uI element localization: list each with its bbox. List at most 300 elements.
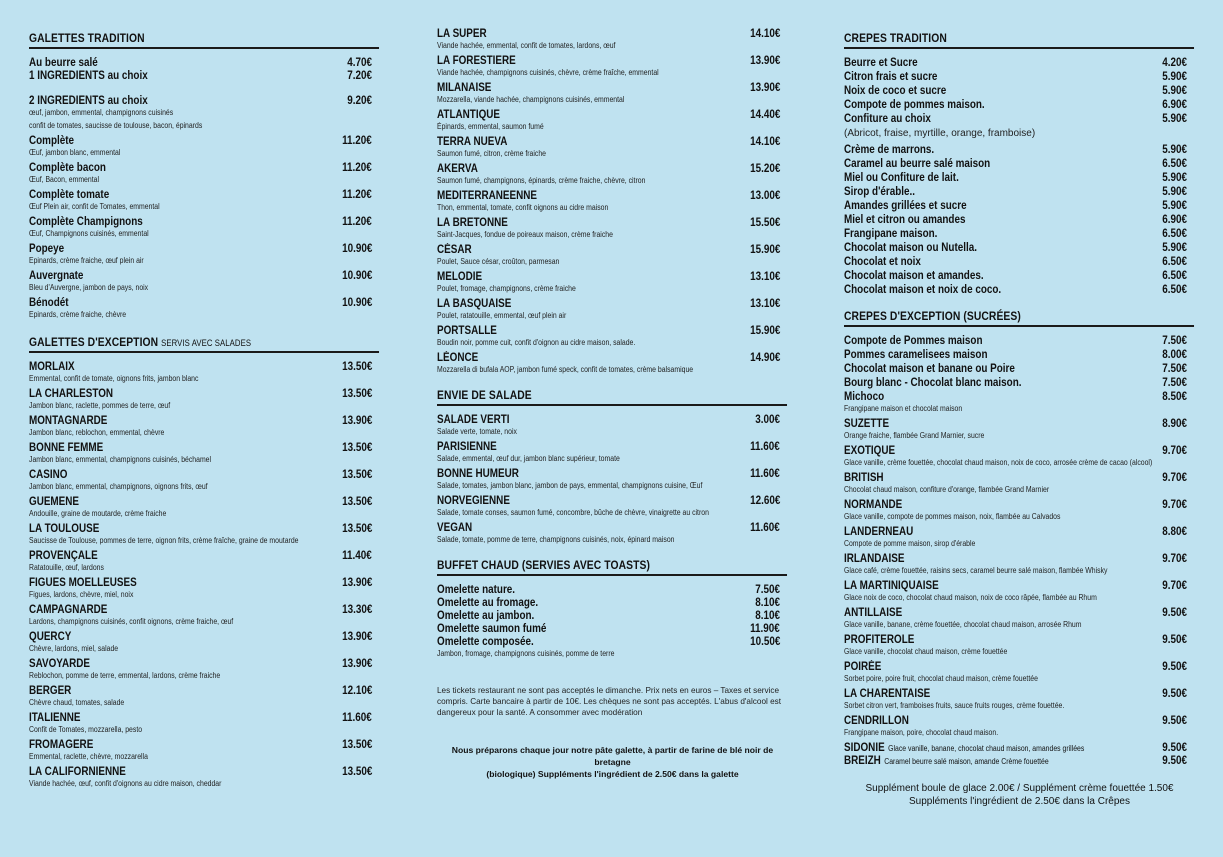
menu-item: [29, 766, 380, 789]
menu-item: [437, 597, 788, 610]
column-right: [844, 28, 1195, 808]
item-name: Omelette nature.: [437, 584, 516, 596]
item-name: CÉSAR: [437, 244, 472, 256]
item-desc: Sorbet citron vert, framboises fruits, sauce fruits rouges, crème fouettée.: [844, 701, 1065, 710]
menu-item: [437, 584, 788, 597]
item-name: Compote de Pommes maison: [844, 335, 983, 347]
item-name: NORMANDE: [844, 499, 903, 511]
item-desc: Poulet, fromage, champignons, crème fraiche: [437, 284, 576, 293]
galette-footer: [437, 744, 788, 780]
item-name: Beurre et Sucre: [844, 57, 918, 69]
item-price: 4.70€: [347, 57, 373, 69]
item-price: 15.20€: [749, 163, 781, 175]
item-desc: Orange fraiche, flambée Grand Marnier, sucre: [844, 431, 985, 440]
menu-item: [844, 99, 1195, 112]
item-price: 14.90€: [749, 352, 781, 364]
item-price: 9.50€: [1162, 661, 1188, 673]
item-name: CAMPAGNARDE: [29, 604, 108, 616]
item-desc: Confit de Tomates, mozzarella, pesto: [29, 725, 143, 734]
item-price: 13.90€: [341, 415, 373, 427]
menu-item: [437, 163, 788, 186]
item-desc: Epinards, crème fraiche, chèvre: [29, 310, 127, 319]
menu-item: [844, 418, 1195, 441]
menu-item: [844, 391, 1195, 414]
item-desc: Œuf, Champignons cuisinés, emmental: [29, 229, 149, 238]
menu-item: [29, 496, 380, 519]
item-price: 9.50€: [1162, 607, 1188, 619]
item-price: 5.90€: [1162, 172, 1188, 184]
column-middle: [437, 28, 788, 780]
item-price: 10.90€: [341, 243, 373, 255]
item-name: Crème de marrons.: [844, 144, 935, 156]
item-name: Bénodét: [29, 297, 69, 309]
item-price: 11.20€: [342, 216, 373, 228]
menu-item: [437, 636, 788, 649]
item-price: 13.90€: [749, 82, 781, 94]
item-name: Omelette au jambon.: [437, 610, 535, 622]
menu-item: [844, 607, 1195, 630]
item-desc: Viande hachée, œuf, confit d'oignons au cidre maison, cheddar: [29, 779, 222, 788]
item-name: PROVENÇALE: [29, 550, 98, 562]
item-name: Frangipane maison.: [844, 228, 938, 240]
item-price: 10.90€: [341, 297, 373, 309]
section-title-buffet: BUFFET CHAUD (SERVIES AVEC TOASTS): [437, 555, 787, 576]
item-name: NORVEGIENNE: [437, 495, 510, 507]
item-desc: Emmental, confit de tomate, oignons frits, jambon blanc: [29, 374, 199, 383]
item-price: 8.10€: [755, 610, 781, 622]
item-name: Chocolat maison et noix de coco.: [844, 284, 1002, 296]
item-desc: Compote de pomme maison, sirop d'érable: [844, 539, 976, 548]
menu-item: [437, 82, 788, 105]
item-desc: Reblochon, pomme de terre, emmental, lardons, crème fraiche: [29, 671, 221, 680]
item-name: LA BRETONNE: [437, 217, 508, 229]
menu-item: [29, 469, 380, 492]
menu-item: [844, 256, 1195, 269]
item-desc: Salade, tomate, pomme de terre, champignons cuisinés, noix, épinard maison: [437, 535, 675, 544]
item-desc: Emmental, raclette, chèvre, mozzarella: [29, 752, 148, 761]
item-desc: Thon, emmental, tomate, confit oignons au cidre maison: [437, 203, 609, 212]
item-price: 6.50€: [1162, 270, 1188, 282]
item-desc: Glace vanille, banane, crème fouettée, chocolat chaud maison, arrosée Rhum: [844, 620, 1082, 629]
item-name: BRITISH: [844, 472, 884, 484]
item-name: Omelette saumon fumé: [437, 623, 547, 635]
item-name-group: [844, 755, 1049, 768]
menu-item: [844, 499, 1195, 522]
item-name: LANDERNEAU: [844, 526, 914, 538]
item-desc: Mozzarella di bufala AOP, jambon fumé speck, confit de tomates, crème balsamique: [437, 365, 694, 374]
item-desc: Poulet, ratatouille, emmental, œuf plein air: [437, 311, 567, 320]
menu-item: [437, 610, 788, 623]
item-price: 11.60€: [342, 712, 373, 724]
column-left: [29, 28, 380, 793]
item-name: Complète tomate: [29, 189, 110, 201]
item-name: Complète Champignons: [29, 216, 143, 228]
item-price: 11.60€: [750, 441, 781, 453]
menu-item: [29, 95, 380, 131]
item-name: SAVOYARDE: [29, 658, 91, 670]
menu-item: [29, 604, 380, 627]
item-price: 3.00€: [755, 414, 781, 426]
item-price: 11.60€: [750, 522, 781, 534]
menu-item: [437, 136, 788, 159]
menu-item: [844, 186, 1195, 199]
item-name: PROFITEROLE: [844, 634, 915, 646]
menu-item: [29, 712, 380, 735]
menu-item: [844, 377, 1195, 390]
menu-item: [844, 445, 1195, 468]
item-price: 14.10€: [749, 28, 781, 40]
item-price: 13.50€: [341, 766, 373, 778]
menu-item: [844, 144, 1195, 157]
item-name: IRLANDAISE: [844, 553, 905, 565]
item-price: 7.50€: [1162, 363, 1188, 375]
item-name: ATLANTIQUE: [437, 109, 501, 121]
item-price: 4.20€: [1162, 57, 1188, 69]
item-price: 7.50€: [755, 584, 781, 596]
item-price: 8.50€: [1162, 391, 1188, 403]
item-price: 15.90€: [749, 244, 781, 256]
crepe-supplements: [844, 782, 1195, 808]
item-price: 13.90€: [749, 55, 781, 67]
menu-item: [29, 57, 380, 70]
item-desc: Frangipane maison, poire, chocolat chaud maison.: [844, 728, 999, 737]
item-name: LA CHARLESTON: [29, 388, 114, 400]
item-price: 13.10€: [749, 271, 781, 283]
item-price: 12.60€: [749, 495, 781, 507]
item-name: 1 INGREDIENTS au choix: [29, 70, 148, 82]
item-price: 6.90€: [1162, 214, 1188, 226]
supplement-line: Supplément boule de glace 2.00€ / Supplément crème fouettée 1.50€: [865, 783, 1174, 794]
item-desc: Épinards, emmental, saumon fumé: [437, 122, 544, 131]
item-name: BONNE FEMME: [29, 442, 104, 454]
item-desc: Viande hachée, emmental, confit de tomates, lardons, œuf: [437, 41, 616, 50]
item-price: 9.70€: [1162, 499, 1188, 511]
item-name: LA SUPER: [437, 28, 487, 40]
item-desc: Frangipane maison et chocolat maison: [844, 404, 963, 413]
item-name: LA CHARENTAISE: [844, 688, 931, 700]
item-desc: Glace vanille, crème fouettée, chocolat chaud maison, noix de coco, arrosée crème de cacao (alcool): [844, 458, 1153, 467]
item-name: MONTAGNARDE: [29, 415, 108, 427]
item-name: Popeye: [29, 243, 65, 255]
item-price: 13.90€: [341, 577, 373, 589]
item-name: POIRÉE: [844, 661, 882, 673]
item-name: 2 INGREDIENTS au choix: [29, 95, 148, 107]
item-price: 8.10€: [755, 597, 781, 609]
menu-item: [29, 388, 380, 411]
item-desc: Œuf Plein air, confit de Tomates, emmental: [29, 202, 160, 211]
item-price: 13.50€: [341, 739, 373, 751]
item-price: 13.90€: [341, 658, 373, 670]
item-price: 9.50€: [1162, 634, 1188, 646]
item-price: 11.20€: [342, 189, 373, 201]
item-price: 10.50€: [749, 636, 781, 648]
item-name: Michoco: [844, 391, 885, 403]
item-name: VEGAN: [437, 522, 473, 534]
section-title-galettes-exception: [29, 332, 379, 353]
item-desc: Mozzarella, viande hachée, champignons cuisinés, emmental: [437, 95, 625, 104]
item-name: Auvergnate: [29, 270, 84, 282]
item-name: LA CALIFORNIENNE: [29, 766, 126, 778]
item-desc: Glace vanille, compote de pommes maison, noix, flambée au Calvados: [844, 512, 1061, 521]
menu-item: [437, 468, 788, 491]
item-name: SALADE VERTI: [437, 414, 510, 426]
item-desc: Bleu d'Auvergne, jambon de pays, noix: [29, 283, 149, 292]
item-price: 6.50€: [1162, 228, 1188, 240]
item-price: 6.50€: [1162, 284, 1188, 296]
item-name: BONNE HUMEUR: [437, 468, 519, 480]
menu-item: [29, 297, 380, 320]
item-name: BERGER: [29, 685, 72, 697]
item-price: 7.50€: [1162, 377, 1188, 389]
menu-item: [29, 442, 380, 465]
confiture-note: (Abricot, fraise, myrtille, orange, framboise): [844, 128, 1036, 139]
item-price: 13.50€: [341, 523, 373, 535]
item-price: 8.00€: [1162, 349, 1188, 361]
menu-item: [29, 685, 380, 708]
item-price: 5.90€: [1162, 200, 1188, 212]
item-desc: Jambon blanc, reblochon, emmental, chèvre: [29, 428, 165, 437]
item-price: 13.10€: [749, 298, 781, 310]
menu-item: [844, 526, 1195, 549]
menu-item: [844, 158, 1195, 171]
item-name: LÉONCE: [437, 352, 479, 364]
item-price: 15.50€: [749, 217, 781, 229]
menu-item: [844, 113, 1195, 126]
menu-item: [29, 577, 380, 600]
menu-item: [29, 631, 380, 654]
item-desc: Lardons, champignons cuisinés, confit oignons, crème fraiche, œuf: [29, 617, 234, 626]
item-price: 7.20€: [347, 70, 373, 82]
item-desc: Salade, emmental, œuf dur, jambon blanc supérieur, tomate: [437, 454, 620, 463]
item-name: Chocolat et noix: [844, 256, 921, 268]
item-desc: Œuf, Bacon, emmental: [29, 175, 99, 184]
item-price: 11.90€: [750, 623, 781, 635]
item-name: SIDONIE: [844, 742, 885, 754]
menu-item: [29, 135, 380, 158]
section-title-galettes-tradition: GALETTES TRADITION: [29, 28, 379, 49]
menu-item: [29, 361, 380, 384]
item-price: 6.90€: [1162, 99, 1188, 111]
item-price: 9.70€: [1162, 472, 1188, 484]
section-title-crepes-tradition: CREPES TRADITION: [844, 28, 1194, 49]
menu-item: [29, 523, 380, 546]
menu-item: [844, 335, 1195, 348]
menu-item: [437, 522, 788, 545]
item-desc: Glace vanille, chocolat chaud maison, crème fouettée: [844, 647, 1008, 656]
item-desc: Jambon blanc, raclette, pommes de terre, œuf: [29, 401, 171, 410]
item-name: Pommes caramelisees maison: [844, 349, 988, 361]
item-desc: Glace vanille, banane, chocolat chaud maison, amandes grillées: [888, 744, 1085, 753]
item-price: 5.90€: [1162, 85, 1188, 97]
item-price: 13.50€: [341, 388, 373, 400]
item-price: 13.50€: [341, 496, 373, 508]
item-desc: Salade, tomates, jambon blanc, jambon de pays, emmental, champignons cuisine, Œuf: [437, 481, 703, 490]
section-title-crepes-exception: CREPES D'EXCEPTION (SUCRÉES): [844, 306, 1194, 327]
item-desc: Saumon fumé, citron, crème fraiche: [437, 149, 546, 158]
menu-item: [437, 298, 788, 321]
item-name: Complète: [29, 135, 75, 147]
menu-item: [844, 472, 1195, 495]
menu-item: [29, 189, 380, 212]
footer-line: Nous préparons chaque jour notre pâte galette, à partir de farine de blé noir de bretagne: [451, 745, 774, 767]
menu-item: [844, 688, 1195, 711]
item-desc: Andouille, graine de moutarde, crème fraiche: [29, 509, 167, 518]
item-price: 8.80€: [1162, 526, 1188, 538]
item-price: 6.50€: [1162, 256, 1188, 268]
item-desc: Glace café, crème fouettée, raisins secs, caramel beurre salé maison, flambée Whisky: [844, 566, 1108, 575]
menu-item: [437, 325, 788, 348]
item-name: Citron frais et sucre: [844, 71, 938, 83]
menu-item: [844, 228, 1195, 241]
item-price: 6.50€: [1162, 158, 1188, 170]
item-desc: Viande hachée, champignons cuisinés, chèvre, crème fraîche, emmental: [437, 68, 659, 77]
item-desc: Ratatouille, œuf, lardons: [29, 563, 104, 572]
item-price: 5.90€: [1162, 144, 1188, 156]
item-name: Miel ou Confiture de lait.: [844, 172, 959, 184]
item-price: 9.70€: [1162, 553, 1188, 565]
menu-item: [844, 71, 1195, 84]
item-name: LA FORESTIERE: [437, 55, 516, 67]
menu-item: [844, 661, 1195, 684]
item-price: 8.90€: [1162, 418, 1188, 430]
item-name: CENDRILLON: [844, 715, 909, 727]
item-price: 13.00€: [749, 190, 781, 202]
item-name: Omelette composée.: [437, 636, 534, 648]
item-price: 15.90€: [749, 325, 781, 337]
item-desc: Sorbet poire, poire fruit, chocolat chaud maison, crème fouettée: [844, 674, 1038, 683]
menu-item: [844, 270, 1195, 283]
menu-item: [29, 270, 380, 293]
item-name: Chocolat maison et amandes.: [844, 270, 984, 282]
item-name: AKERVA: [437, 163, 478, 175]
menu-item: [437, 109, 788, 132]
item-name: LA TOULOUSE: [29, 523, 100, 535]
item-price: 9.20€: [347, 95, 373, 107]
item-name: LA BASQUAISE: [437, 298, 512, 310]
item-name: MEDITERRANEENNE: [437, 190, 538, 202]
menu-item: [844, 242, 1195, 255]
item-price: 9.50€: [1162, 715, 1188, 727]
item-price: 13.90€: [341, 631, 373, 643]
item-desc: Saint-Jacques, fondue de poireaux maison, crème fraiche: [437, 230, 613, 239]
menu-item: [29, 216, 380, 239]
menu-item: [29, 70, 380, 83]
item-name: Chocolat maison ou Nutella.: [844, 242, 977, 254]
item-name: Miel et citron ou amandes: [844, 214, 966, 226]
section-title-text: GALETTES D'EXCEPTION: [29, 335, 159, 349]
item-price: 9.50€: [1162, 755, 1188, 767]
menu-item: [844, 172, 1195, 185]
menu-item: [29, 739, 380, 762]
item-name: FIGUES MOELLEUSES: [29, 577, 137, 589]
item-price: 9.70€: [1162, 580, 1188, 592]
item-name: EXOTIQUE: [844, 445, 896, 457]
restaurant-notice: Les tickets restaurant ne sont pas acceptés le dimanche. Prix nets en euros – Taxes et service compris. Carte bancaire à partir de 10€. Les chèques ne sont pas acceptés. L'abus d'alcool est dangereux pour la santé. A consommer avec modération: [437, 686, 782, 717]
item-desc: Jambon blanc, emmental, champignons cuisinés, béchamel: [29, 455, 212, 464]
item-name: SUZETTE: [844, 418, 890, 430]
item-price: 13.50€: [341, 469, 373, 481]
item-price: 11.20€: [342, 162, 373, 174]
menu-item: [437, 441, 788, 464]
item-name: Caramel au beurre salé maison: [844, 158, 991, 170]
item-desc: Boudin noir, pomme cuit, confit d'oignon au cidre maison, salade.: [437, 338, 636, 347]
menu-item: [437, 352, 788, 375]
menu-item: [437, 244, 788, 267]
item-name: MELODIE: [437, 271, 483, 283]
item-desc: confit de tomates, saucisse de toulouse, bacon, épinards: [29, 121, 203, 130]
item-desc: Salade, tomate conses, saumon fumé, concombre, bûche de chèvre, vinaigrette au citron: [437, 508, 709, 517]
item-desc: Glace noix de coco, chocolat chaud maison, noix de coco râpée, flambée au Rhum: [844, 593, 1097, 602]
item-name: MILANAISE: [437, 82, 492, 94]
item-name: MORLAIX: [29, 361, 75, 373]
item-price: 11.40€: [342, 550, 373, 562]
item-price: 5.90€: [1162, 186, 1188, 198]
section-title-salade: ENVIE DE SALADE: [437, 385, 787, 406]
section-subtitle: SERVIS AVEC SALADES: [161, 338, 252, 348]
item-price: 9.50€: [1162, 688, 1188, 700]
item-price: 9.50€: [1162, 742, 1188, 754]
menu-item: [844, 580, 1195, 603]
item-name: TERRA NUEVA: [437, 136, 508, 148]
item-price: 5.90€: [1162, 242, 1188, 254]
menu-item: [29, 243, 380, 266]
item-price: 13.50€: [341, 361, 373, 373]
item-price: 14.40€: [749, 109, 781, 121]
menu-item: [29, 415, 380, 438]
item-price: 7.50€: [1162, 335, 1188, 347]
menu-item: [437, 271, 788, 294]
item-desc: Saumon fumé, champignons, épinards, crème fraiche, chèvre, citron: [437, 176, 646, 185]
supplement-line: Suppléments l'ingrédient de 2.50€ dans la Crêpes: [909, 796, 1130, 807]
footer-line: (biologique) Suppléments l'ingrédient de 2.50€ dans la galette: [486, 769, 739, 779]
menu-item: [844, 755, 1195, 768]
item-price: 13.50€: [341, 442, 373, 454]
menu-item: [437, 414, 788, 437]
menu-item: [437, 495, 788, 518]
menu-item: [844, 715, 1195, 738]
menu-item: [844, 349, 1195, 362]
item-name: Sirop d'érable..: [844, 186, 916, 198]
menu-item: [29, 658, 380, 681]
item-desc: Poulet, Sauce césar, croûton, parmesan: [437, 257, 560, 266]
menu-item: [844, 214, 1195, 227]
item-name: Bourg blanc - Chocolat blanc maison.: [844, 377, 1022, 389]
item-desc: Chocolat chaud maison, confiture d'orange, flambée Grand Marnier: [844, 485, 1050, 494]
item-name: Compote de pommes maison.: [844, 99, 985, 111]
item-name: GUEMENE: [29, 496, 80, 508]
item-desc: Chèvre, lardons, miel, salade: [29, 644, 119, 653]
menu-item: [437, 217, 788, 240]
menu-item: [844, 634, 1195, 657]
item-name: BREIZH: [844, 755, 881, 767]
item-desc: Jambon blanc, emmental, champignons, oignons frits, œuf: [29, 482, 208, 491]
item-desc: Figues, lardons, chèvre, miel, noix: [29, 590, 134, 599]
item-price: 5.90€: [1162, 113, 1188, 125]
item-name: Confiture au choix: [844, 113, 931, 125]
menu-item: [29, 162, 380, 185]
item-name: Complète bacon: [29, 162, 106, 174]
menu-item: [437, 190, 788, 213]
item-name: QUERCY: [29, 631, 72, 643]
menu-item: [844, 200, 1195, 213]
item-name-group: [844, 742, 1084, 755]
item-name: PORTSALLE: [437, 325, 497, 337]
menu-item: [844, 742, 1195, 755]
item-price: 14.10€: [749, 136, 781, 148]
item-name: ANTILLAISE: [844, 607, 903, 619]
item-desc: Caramel beurre salé maison, amande Crème fouettée: [884, 757, 1049, 766]
item-name: Au beurre salé: [29, 57, 98, 69]
